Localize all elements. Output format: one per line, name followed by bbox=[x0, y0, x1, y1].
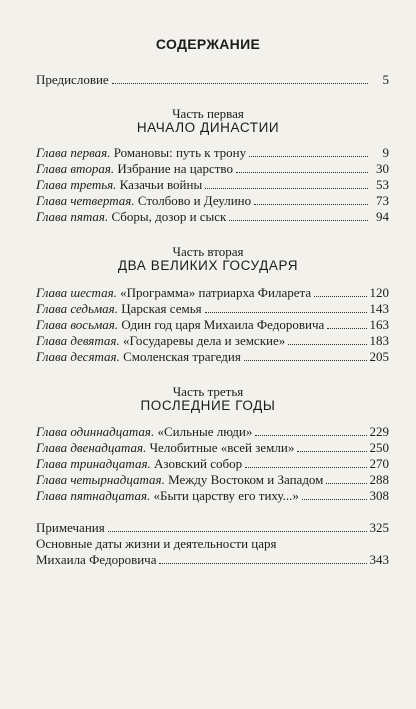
toc-entry bbox=[36, 301, 389, 317]
chapter-prefix: Глава двенадцатая. bbox=[36, 440, 147, 455]
page-number: 73 bbox=[376, 193, 389, 208]
chapter-title: Царская семья bbox=[117, 301, 202, 316]
chapter-title: Романовы: путь к трону bbox=[110, 145, 247, 160]
chapter-prefix: Глава третья. bbox=[36, 177, 117, 192]
toc-entry-dates bbox=[36, 552, 389, 568]
chapter-title: Челобитные «всей земли» bbox=[146, 440, 295, 455]
part-label: Часть первая bbox=[172, 106, 244, 121]
leader-dots bbox=[205, 302, 367, 313]
leader-dots bbox=[326, 473, 366, 484]
leader-dots bbox=[244, 350, 367, 361]
chapter-title: «Быти царству его тиху...» bbox=[150, 488, 299, 503]
leader-dots bbox=[245, 457, 366, 468]
chapter-title: Казачьи войны bbox=[116, 177, 203, 192]
chapter-prefix: Глава шестая. bbox=[36, 285, 117, 300]
leader-dots bbox=[314, 286, 366, 297]
page-number: 270 bbox=[369, 456, 389, 471]
page-number: 343 bbox=[369, 552, 389, 567]
chapter-prefix: Глава вторая. bbox=[36, 161, 115, 176]
chapter-prefix: Глава пятая. bbox=[36, 209, 109, 224]
chapter-title: «Программа» патриарха Филарета bbox=[116, 285, 312, 300]
chapter-prefix: Глава тринадцатая. bbox=[36, 456, 151, 471]
leader-dots bbox=[255, 425, 366, 436]
entry-label: Примечания bbox=[36, 520, 105, 535]
chapter-title: Смоленская трагедия bbox=[119, 349, 241, 364]
part-title: ДВА ВЕЛИКИХ ГОСУДАРЯ bbox=[117, 258, 299, 273]
page-number: 53 bbox=[376, 177, 389, 192]
chapter-prefix: Глава восьмая. bbox=[36, 317, 119, 332]
chapter-title: «Сильные люди» bbox=[154, 424, 253, 439]
page-number: 163 bbox=[369, 317, 389, 332]
chapter-prefix: Глава седьмая. bbox=[36, 301, 118, 316]
page-number: 250 bbox=[369, 440, 389, 455]
toc-entry bbox=[36, 424, 389, 440]
page-number: 308 bbox=[369, 488, 389, 503]
toc-entry bbox=[36, 161, 389, 177]
page-number: 229 bbox=[369, 424, 389, 439]
chapter-title: «Государевы дела и земские» bbox=[119, 333, 286, 348]
leader-dots bbox=[254, 194, 368, 205]
chapter-title: Столбово и Деулино bbox=[134, 193, 252, 208]
toc-entry bbox=[36, 349, 389, 365]
leader-dots bbox=[249, 146, 368, 157]
part-title: НАЧАЛО ДИНАСТИИ bbox=[136, 120, 280, 135]
part-label: Часть вторая bbox=[172, 244, 244, 259]
chapter-title: Азовский собор bbox=[150, 456, 243, 471]
toc-entry bbox=[36, 193, 389, 209]
chapter-prefix: Глава первая. bbox=[36, 145, 111, 160]
page-number: 325 bbox=[369, 520, 389, 535]
toc-entry bbox=[36, 285, 389, 301]
toc-entry-dates-line1: Основные даты жизни и деятельности царя bbox=[36, 536, 277, 551]
chapter-title: Сборы, дозор и сыск bbox=[108, 209, 227, 224]
chapter-title: Один год царя Михаила Федоровича bbox=[118, 317, 325, 332]
page-number: 183 bbox=[369, 333, 389, 348]
toc-entry bbox=[36, 440, 389, 456]
toc-entry bbox=[36, 317, 389, 333]
leader-dots bbox=[108, 521, 367, 532]
chapter-prefix: Глава одиннадцатая. bbox=[36, 424, 155, 439]
page-number: 143 bbox=[369, 301, 389, 316]
page-number: 30 bbox=[376, 161, 389, 176]
entry-label: Михаила Федоровича bbox=[36, 552, 157, 567]
page-number: 205 bbox=[369, 349, 389, 364]
page-number: 120 bbox=[369, 285, 389, 300]
chapter-title: Между Востоком и Западом bbox=[164, 472, 324, 487]
part-title: ПОСЛЕДНИЕ ГОДЫ bbox=[140, 398, 276, 413]
leader-dots bbox=[229, 210, 368, 221]
toc-entry bbox=[36, 456, 389, 472]
toc-entry bbox=[36, 145, 389, 161]
page-number: 5 bbox=[382, 72, 389, 87]
toc-entry-preface bbox=[36, 72, 389, 88]
chapter-prefix: Глава четырнадцатая. bbox=[36, 472, 165, 487]
leader-dots bbox=[159, 553, 366, 564]
page-number: 94 bbox=[376, 209, 389, 224]
toc-entry bbox=[36, 209, 389, 225]
chapter-prefix: Глава девятая. bbox=[36, 333, 120, 348]
page-number: 288 bbox=[369, 472, 389, 487]
toc-entry bbox=[36, 488, 389, 504]
leader-dots bbox=[302, 489, 367, 500]
leader-dots bbox=[297, 441, 366, 452]
page-title: СОДЕРЖАНИЕ bbox=[155, 36, 261, 52]
chapter-title: Избрание на царство bbox=[114, 161, 233, 176]
toc-entry bbox=[36, 472, 389, 488]
chapter-prefix: Глава четвертая. bbox=[36, 193, 135, 208]
chapter-prefix: Глава пятнадцатая. bbox=[36, 488, 151, 503]
entry-label: Предисловие bbox=[36, 72, 109, 87]
toc-entry-notes bbox=[36, 520, 389, 536]
leader-dots bbox=[205, 178, 368, 189]
leader-dots bbox=[288, 334, 366, 345]
leader-dots bbox=[327, 318, 366, 329]
part-label: Часть третья bbox=[172, 384, 244, 399]
toc-entry bbox=[36, 333, 389, 349]
leader-dots bbox=[236, 162, 368, 173]
leader-dots bbox=[112, 73, 368, 84]
page-number: 9 bbox=[382, 145, 389, 160]
toc-entry bbox=[36, 177, 389, 193]
chapter-prefix: Глава десятая. bbox=[36, 349, 120, 364]
